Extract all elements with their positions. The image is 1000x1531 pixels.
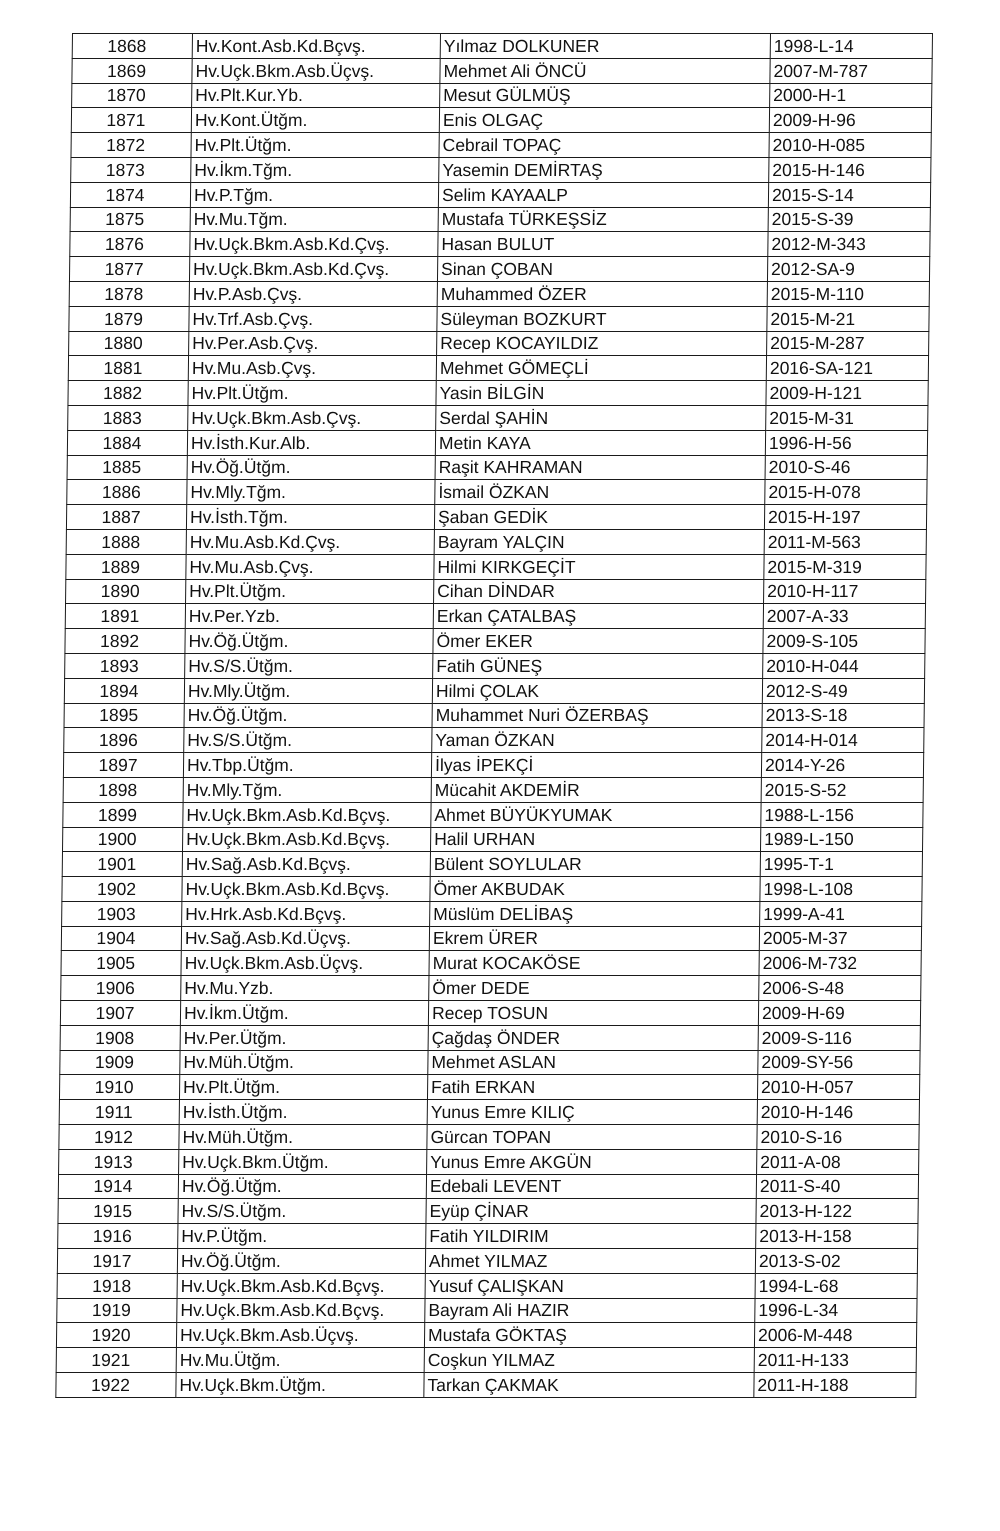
- table-row: [68, 356, 928, 381]
- row-number-cell: 1888: [66, 529, 186, 554]
- rank-cell: Hv.Per.Ütğm.: [180, 1025, 428, 1050]
- registry-code-cell: 1999-A-41: [760, 901, 922, 926]
- person-name-cell: Mehmet ASLAN: [428, 1050, 758, 1075]
- table-row: [72, 58, 932, 83]
- rank-cell: Hv.Öğ.Ütğm.: [187, 455, 435, 480]
- row-number-cell: 1891: [65, 604, 185, 629]
- rank-cell: Hv.Mu.Yzb.: [181, 976, 429, 1001]
- person-name-cell: Metin KAYA: [435, 430, 765, 455]
- table-row: [58, 1199, 918, 1224]
- table-row: [70, 207, 930, 232]
- person-name-cell: Yılmaz DOLKUNER: [440, 34, 770, 59]
- rank-cell: Hv.Müh.Ütğm.: [180, 1050, 428, 1075]
- person-name-cell: Cebrail TOPAÇ: [439, 133, 769, 158]
- registry-code-cell: 2014-H-014: [762, 728, 924, 753]
- rank-cell: Hv.Öğ.Ütğm.: [185, 629, 433, 654]
- row-number-cell: 1875: [70, 207, 190, 232]
- table-row: [63, 802, 923, 827]
- registry-code-cell: 2015-S-52: [761, 777, 923, 802]
- row-number-cell: 1901: [62, 852, 182, 877]
- row-number-cell: 1887: [66, 505, 186, 530]
- table-row: [58, 1224, 918, 1249]
- row-number-cell: 1872: [71, 133, 191, 158]
- table-row: [70, 232, 930, 257]
- row-number-cell: 1904: [61, 926, 181, 951]
- row-number-cell: 1920: [56, 1323, 176, 1348]
- rank-cell: Hv.Uçk.Bkm.Asb.Üçvş.: [192, 58, 440, 83]
- table-row: [59, 1149, 919, 1174]
- table-row: [57, 1298, 917, 1323]
- table-row: [61, 926, 921, 951]
- registry-code-cell: 2006-M-732: [759, 951, 921, 976]
- rank-cell: Hv.Per.Asb.Çvş.: [189, 331, 437, 356]
- table-row: [70, 182, 930, 207]
- table-row: [62, 852, 922, 877]
- rank-cell: Hv.Uçk.Bkm.Asb.Kd.Bçvş.: [182, 877, 430, 902]
- person-name-cell: Enis OLGAÇ: [439, 108, 769, 133]
- rank-cell: Hv.Uçk.Bkm.Asb.Üçvş.: [176, 1323, 424, 1348]
- row-number-cell: 1892: [65, 629, 185, 654]
- rank-cell: Hv.Öğ.Ütğm.: [178, 1174, 426, 1199]
- registry-code-cell: 2010-S-46: [765, 455, 927, 480]
- person-name-cell: Fatih ERKAN: [427, 1075, 757, 1100]
- rank-cell: Hv.Müh.Ütğm.: [179, 1125, 427, 1150]
- rank-cell: Hv.Mu.Asb.Çvş.: [186, 554, 434, 579]
- table-row: [56, 1348, 916, 1373]
- registry-code-cell: 2005-M-37: [759, 926, 921, 951]
- table-row: [66, 529, 926, 554]
- rank-cell: Hv.S/S.Ütğm.: [185, 653, 433, 678]
- registry-code-cell: 2013-H-158: [756, 1224, 918, 1249]
- person-name-cell: Mehmet GÖMEÇLİ: [436, 356, 766, 381]
- table-row: [67, 480, 927, 505]
- registry-code-cell: 2011-H-188: [754, 1373, 916, 1398]
- table-row: [65, 604, 925, 629]
- rank-cell: Hv.Trf.Asb.Çvş.: [189, 306, 437, 331]
- person-name-cell: Hasan BULUT: [438, 232, 768, 257]
- registry-code-cell: 2010-H-085: [769, 133, 931, 158]
- table-row: [56, 1323, 916, 1348]
- table-row: [67, 430, 927, 455]
- rank-cell: Hv.Uçk.Bkm.Asb.Kd.Bçvş.: [177, 1298, 425, 1323]
- rank-cell: Hv.Mu.Asb.Kd.Çvş.: [186, 529, 434, 554]
- table-row: [72, 83, 932, 108]
- rank-cell: Hv.Sağ.Asb.Kd.Bçvş.: [182, 852, 430, 877]
- person-name-cell: Yunus Emre KILIÇ: [427, 1100, 757, 1125]
- registry-code-cell: 2009-S-105: [763, 629, 925, 654]
- person-name-cell: Tarkan ÇAKMAK: [424, 1373, 754, 1398]
- person-name-cell: Yasemin DEMİRTAŞ: [439, 157, 769, 182]
- registry-code-cell: 1994-L-68: [755, 1273, 917, 1298]
- rank-cell: Hv.İkm.Tğm.: [191, 157, 439, 182]
- row-number-cell: 1912: [59, 1125, 179, 1150]
- person-name-cell: Yasin BİLGİN: [436, 381, 766, 406]
- rank-cell: Hv.Per.Yzb.: [185, 604, 433, 629]
- person-name-cell: Mücahit AKDEMİR: [431, 777, 761, 802]
- rank-cell: Hv.Plt.Ütğm.: [191, 133, 439, 158]
- rank-cell: Hv.Kont.Asb.Kd.Bçvş.: [192, 34, 440, 59]
- table-row: [64, 678, 924, 703]
- rank-cell: Hv.İkm.Ütğm.: [180, 1001, 428, 1026]
- row-number-cell: 1889: [66, 554, 186, 579]
- table-row: [62, 877, 922, 902]
- row-number-cell: 1886: [67, 480, 187, 505]
- row-number-cell: 1873: [71, 157, 191, 182]
- rank-cell: Hv.S/S.Ütğm.: [178, 1199, 426, 1224]
- registry-code-cell: 2013-H-122: [756, 1199, 918, 1224]
- person-name-cell: Bayram YALÇIN: [434, 529, 764, 554]
- table-row: [65, 629, 925, 654]
- table-row: [61, 976, 921, 1001]
- table-row: [60, 1025, 920, 1050]
- rank-cell: Hv.Plt.Ütğm.: [179, 1075, 427, 1100]
- registry-code-cell: 2012-S-49: [762, 678, 924, 703]
- registry-code-cell: 2012-M-343: [768, 232, 930, 257]
- registry-code-cell: 1989-L-150: [760, 827, 922, 852]
- table-row: [64, 703, 924, 728]
- row-number-cell: 1877: [69, 257, 189, 282]
- registry-code-cell: 2007-M-787: [770, 58, 932, 83]
- person-name-cell: Ekrem ÜRER: [429, 926, 759, 951]
- person-name-cell: Mesut GÜLMÜŞ: [440, 83, 770, 108]
- row-number-cell: 1880: [69, 331, 189, 356]
- rank-cell: Hv.Uçk.Bkm.Asb.Kd.Bçvş.: [177, 1273, 425, 1298]
- personnel-table: [55, 33, 933, 1398]
- person-name-cell: Recep TOSUN: [428, 1001, 758, 1026]
- registry-code-cell: 2011-A-08: [757, 1149, 919, 1174]
- rank-cell: Hv.Öğ.Ütğm.: [177, 1249, 425, 1274]
- registry-code-cell: 2010-H-117: [764, 579, 926, 604]
- registry-code-cell: 2015-S-39: [768, 207, 930, 232]
- table-row: [57, 1273, 917, 1298]
- registry-code-cell: 2015-S-14: [768, 182, 930, 207]
- rank-cell: Hv.Sağ.Asb.Kd.Üçvş.: [181, 926, 429, 951]
- table-row: [62, 901, 922, 926]
- person-name-cell: Erkan ÇATALBAŞ: [433, 604, 763, 629]
- row-number-cell: 1913: [59, 1149, 179, 1174]
- registry-code-cell: 2011-H-133: [754, 1348, 916, 1373]
- row-number-cell: 1869: [72, 58, 192, 83]
- table-row: [59, 1100, 919, 1125]
- row-number-cell: 1884: [67, 430, 187, 455]
- registry-code-cell: 2007-A-33: [763, 604, 925, 629]
- row-number-cell: 1896: [64, 728, 184, 753]
- person-name-cell: Ömer EKER: [433, 629, 763, 654]
- table-row: [59, 1125, 919, 1150]
- table-row: [67, 455, 927, 480]
- registry-code-cell: 2000-H-1: [770, 83, 932, 108]
- table-row: [61, 951, 921, 976]
- roster-sheet: [72, 33, 932, 1398]
- row-number-cell: 1876: [70, 232, 190, 257]
- registry-code-cell: 1996-L-34: [755, 1298, 917, 1323]
- registry-code-cell: 2015-M-31: [766, 405, 928, 430]
- person-name-cell: Şaban GEDİK: [434, 505, 764, 530]
- rank-cell: Hv.Plt.Kur.Yb.: [192, 83, 440, 108]
- row-number-cell: 1879: [69, 306, 189, 331]
- person-name-cell: Ömer DEDE: [429, 976, 759, 1001]
- row-number-cell: 1914: [58, 1174, 178, 1199]
- rank-cell: Hv.Uçk.Bkm.Asb.Kd.Bçvş.: [182, 827, 430, 852]
- person-name-cell: Mustafa GÖKTAŞ: [424, 1323, 754, 1348]
- rank-cell: Hv.Mly.Ütğm.: [184, 678, 432, 703]
- person-name-cell: Fatih YILDIRIM: [426, 1224, 756, 1249]
- person-name-cell: Serdal ŞAHİN: [436, 405, 766, 430]
- rank-cell: Hv.Plt.Ütğm.: [186, 579, 434, 604]
- row-number-cell: 1890: [66, 579, 186, 604]
- rank-cell: Hv.Öğ.Ütğm.: [184, 703, 432, 728]
- person-name-cell: İsmail ÖZKAN: [435, 480, 765, 505]
- row-number-cell: 1897: [63, 753, 183, 778]
- row-number-cell: 1917: [57, 1249, 177, 1274]
- registry-code-cell: 2015-M-319: [764, 554, 926, 579]
- row-number-cell: 1908: [60, 1025, 180, 1050]
- row-number-cell: 1900: [62, 827, 182, 852]
- person-name-cell: Eyüp ÇİNAR: [426, 1199, 756, 1224]
- person-name-cell: Raşit KAHRAMAN: [435, 455, 765, 480]
- table-row: [66, 505, 926, 530]
- registry-code-cell: 1988-L-156: [761, 802, 923, 827]
- row-number-cell: 1885: [67, 455, 187, 480]
- person-name-cell: Hilmi ÇOLAK: [432, 678, 762, 703]
- person-name-cell: Halil URHAN: [430, 827, 760, 852]
- person-name-cell: Muhammed ÖZER: [437, 281, 767, 306]
- registry-code-cell: 2013-S-18: [762, 703, 924, 728]
- registry-code-cell: 2010-H-146: [757, 1100, 919, 1125]
- table-row: [66, 554, 926, 579]
- registry-code-cell: 2015-M-110: [767, 281, 929, 306]
- row-number-cell: 1916: [58, 1224, 178, 1249]
- row-number-cell: 1881: [68, 356, 188, 381]
- rank-cell: Hv.İsth.Ütğm.: [179, 1100, 427, 1125]
- registry-code-cell: 2006-S-48: [759, 976, 921, 1001]
- person-name-cell: Çağdaş ÖNDER: [428, 1025, 758, 1050]
- person-name-cell: Gürcan TOPAN: [427, 1125, 757, 1150]
- row-number-cell: 1902: [62, 877, 182, 902]
- rank-cell: Hv.Mu.Asb.Çvş.: [188, 356, 436, 381]
- registry-code-cell: 2010-H-044: [763, 653, 925, 678]
- row-number-cell: 1898: [63, 777, 183, 802]
- person-name-cell: İlyas İPEKÇİ: [431, 753, 761, 778]
- registry-code-cell: 2012-SA-9: [767, 257, 929, 282]
- registry-code-cell: 1995-T-1: [760, 852, 922, 877]
- registry-code-cell: 2009-H-121: [766, 381, 928, 406]
- personnel-table-body: [56, 34, 933, 1398]
- registry-code-cell: 1998-L-14: [770, 34, 932, 59]
- rank-cell: Hv.Tbp.Ütğm.: [183, 753, 431, 778]
- registry-code-cell: 2016-SA-121: [766, 356, 928, 381]
- table-row: [59, 1075, 919, 1100]
- registry-code-cell: 2015-H-197: [764, 505, 926, 530]
- row-number-cell: 1910: [59, 1075, 179, 1100]
- table-row: [69, 331, 929, 356]
- table-row: [68, 405, 928, 430]
- table-row: [57, 1249, 917, 1274]
- row-number-cell: 1909: [60, 1050, 180, 1075]
- table-row: [69, 257, 929, 282]
- registry-code-cell: 2014-Y-26: [761, 753, 923, 778]
- row-number-cell: 1895: [64, 703, 184, 728]
- person-name-cell: Yusuf ÇALIŞKAN: [425, 1273, 755, 1298]
- rank-cell: Hv.Kont.Ütğm.: [191, 108, 439, 133]
- rank-cell: Hv.Mu.Tğm.: [190, 207, 438, 232]
- rank-cell: Hv.P.Ütğm.: [178, 1224, 426, 1249]
- row-number-cell: 1882: [68, 381, 188, 406]
- person-name-cell: Bülent SOYLULAR: [430, 852, 760, 877]
- row-number-cell: 1907: [60, 1001, 180, 1026]
- row-number-cell: 1874: [70, 182, 190, 207]
- table-row: [72, 34, 932, 59]
- registry-code-cell: 2015-H-078: [765, 480, 927, 505]
- registry-code-cell: 2015-H-146: [769, 157, 931, 182]
- table-row: [71, 133, 931, 158]
- table-row: [71, 108, 931, 133]
- row-number-cell: 1903: [62, 901, 182, 926]
- rank-cell: Hv.Uçk.Bkm.Asb.Üçvş.: [181, 951, 429, 976]
- table-row: [63, 753, 923, 778]
- registry-code-cell: 2015-M-21: [767, 306, 929, 331]
- registry-code-cell: 2011-M-563: [764, 529, 926, 554]
- rank-cell: Hv.İsth.Tğm.: [186, 505, 434, 530]
- rank-cell: Hv.Plt.Ütğm.: [188, 381, 436, 406]
- rank-cell: Hv.Uçk.Bkm.Ütğm.: [179, 1149, 427, 1174]
- table-row: [56, 1373, 916, 1398]
- person-name-cell: Ahmet YILMAZ: [425, 1249, 755, 1274]
- registry-code-cell: 1998-L-108: [760, 877, 922, 902]
- registry-code-cell: 2009-H-96: [769, 108, 931, 133]
- row-number-cell: 1915: [58, 1199, 178, 1224]
- person-name-cell: Yunus Emre AKGÜN: [427, 1149, 757, 1174]
- table-row: [69, 281, 929, 306]
- row-number-cell: 1906: [61, 976, 181, 1001]
- registry-code-cell: 2010-H-057: [757, 1075, 919, 1100]
- person-name-cell: Bayram Ali HAZIR: [425, 1298, 755, 1323]
- table-row: [69, 306, 929, 331]
- table-row: [62, 827, 922, 852]
- person-name-cell: Edebali LEVENT: [426, 1174, 756, 1199]
- person-name-cell: Cihan DİNDAR: [434, 579, 764, 604]
- registry-code-cell: 2009-H-69: [758, 1001, 920, 1026]
- registry-code-cell: 2009-SY-56: [758, 1050, 920, 1075]
- row-number-cell: 1911: [59, 1100, 179, 1125]
- person-name-cell: Sinan ÇOBAN: [437, 257, 767, 282]
- table-row: [60, 1050, 920, 1075]
- row-number-cell: 1922: [56, 1373, 176, 1398]
- registry-code-cell: 2009-S-116: [758, 1025, 920, 1050]
- row-number-cell: 1871: [71, 108, 191, 133]
- table-row: [65, 653, 925, 678]
- rank-cell: Hv.Uçk.Bkm.Ütğm.: [176, 1373, 424, 1398]
- rank-cell: Hv.Mu.Ütğm.: [176, 1348, 424, 1373]
- table-row: [63, 777, 923, 802]
- row-number-cell: 1899: [63, 802, 183, 827]
- person-name-cell: Coşkun YILMAZ: [424, 1348, 754, 1373]
- person-name-cell: Yaman ÖZKAN: [432, 728, 762, 753]
- person-name-cell: Muhammet Nuri ÖZERBAŞ: [432, 703, 762, 728]
- registry-code-cell: 2011-S-40: [756, 1174, 918, 1199]
- row-number-cell: 1878: [69, 281, 189, 306]
- row-number-cell: 1918: [57, 1273, 177, 1298]
- person-name-cell: Süleyman BOZKURT: [437, 306, 767, 331]
- table-row: [68, 381, 928, 406]
- row-number-cell: 1921: [56, 1348, 176, 1373]
- table-row: [71, 157, 931, 182]
- row-number-cell: 1894: [64, 678, 184, 703]
- table-row: [60, 1001, 920, 1026]
- person-name-cell: Ömer AKBUDAK: [430, 877, 760, 902]
- rank-cell: Hv.S/S.Ütğm.: [184, 728, 432, 753]
- rank-cell: Hv.Hrk.Asb.Kd.Bçvş.: [182, 901, 430, 926]
- registry-code-cell: 2006-M-448: [754, 1323, 916, 1348]
- rank-cell: Hv.Uçk.Bkm.Asb.Kd.Çvş.: [189, 257, 437, 282]
- person-name-cell: Mehmet Ali ÖNCÜ: [440, 58, 770, 83]
- person-name-cell: Fatih GÜNEŞ: [433, 653, 763, 678]
- table-row: [58, 1174, 918, 1199]
- rank-cell: Hv.İsth.Kur.Alb.: [187, 430, 435, 455]
- row-number-cell: 1883: [68, 405, 188, 430]
- person-name-cell: Ahmet BÜYÜKYUMAK: [431, 802, 761, 827]
- person-name-cell: Recep KOCAYILDIZ: [437, 331, 767, 356]
- person-name-cell: Müslüm DELİBAŞ: [430, 901, 760, 926]
- row-number-cell: 1893: [65, 653, 185, 678]
- rank-cell: Hv.Uçk.Bkm.Asb.Kd.Bçvş.: [183, 802, 431, 827]
- rank-cell: Hv.P.Asb.Çvş.: [189, 281, 437, 306]
- rank-cell: Hv.Mly.Tğm.: [187, 480, 435, 505]
- rank-cell: Hv.Mly.Tğm.: [183, 777, 431, 802]
- registry-code-cell: 2013-S-02: [755, 1249, 917, 1274]
- row-number-cell: 1919: [57, 1298, 177, 1323]
- registry-code-cell: 1996-H-56: [765, 430, 927, 455]
- registry-code-cell: 2010-S-16: [757, 1125, 919, 1150]
- registry-code-cell: 2015-M-287: [767, 331, 929, 356]
- row-number-cell: 1905: [61, 951, 181, 976]
- table-row: [64, 728, 924, 753]
- row-number-cell: 1870: [72, 83, 192, 108]
- rank-cell: Hv.P.Tğm.: [190, 182, 438, 207]
- person-name-cell: Selim KAYAALP: [438, 182, 768, 207]
- person-name-cell: Hilmi KIRKGEÇİT: [434, 554, 764, 579]
- table-row: [66, 579, 926, 604]
- row-number-cell: 1868: [72, 34, 192, 59]
- rank-cell: Hv.Uçk.Bkm.Asb.Kd.Çvş.: [190, 232, 438, 257]
- person-name-cell: Mustafa TÜRKEŞSİZ: [438, 207, 768, 232]
- rank-cell: Hv.Uçk.Bkm.Asb.Çvş.: [188, 405, 436, 430]
- person-name-cell: Murat KOCAKÖSE: [429, 951, 759, 976]
